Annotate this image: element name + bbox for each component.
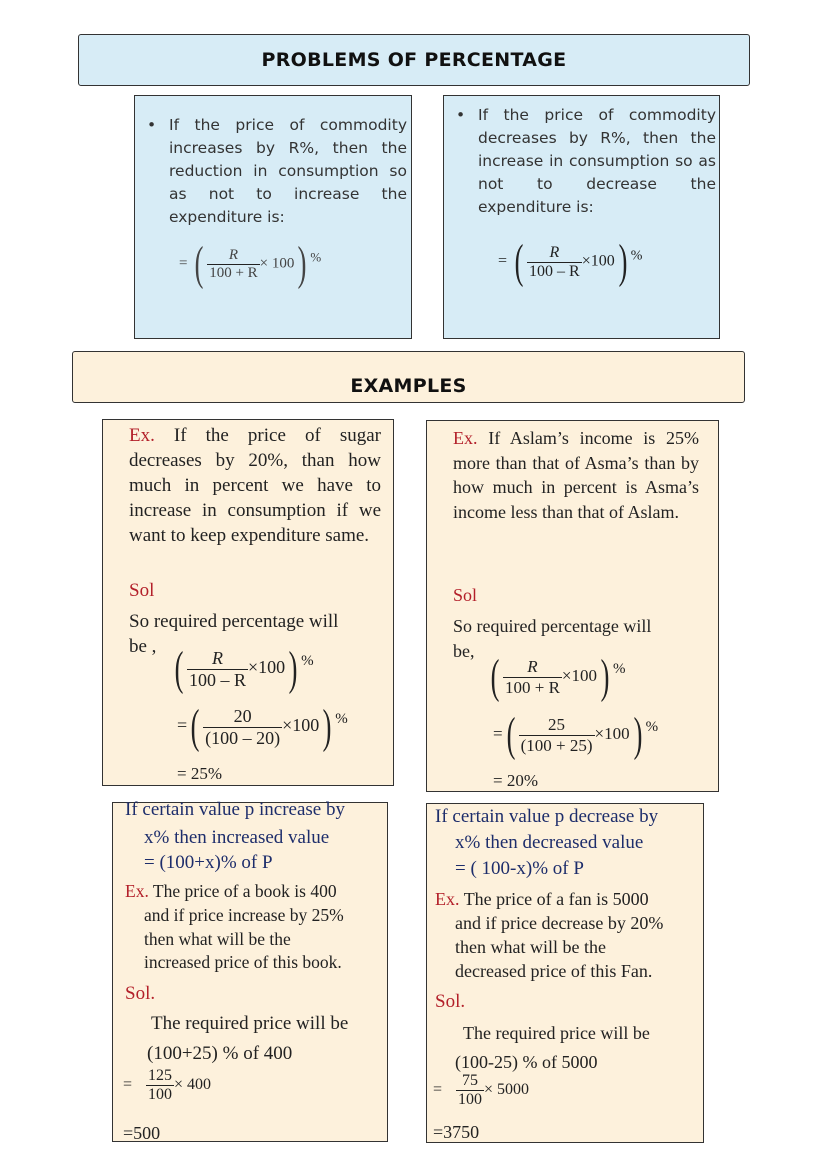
page-title: PROBLEMS OF PERCENTAGE (261, 49, 567, 71)
right-paren-icon: ) (600, 650, 610, 703)
left-paren-icon: ( (190, 700, 200, 753)
example-question-line-3: then what will be the (455, 937, 606, 957)
right-paren-icon: ) (288, 642, 298, 695)
sol-label: Sol. (125, 983, 156, 1004)
fraction (187, 648, 248, 691)
question-text: If the price of sugar decreases by 20%, than how much in percent we have to increase in consumption if we want to keep expenditure same. (129, 425, 381, 546)
fraction (203, 706, 282, 749)
percent-sign: % (613, 660, 626, 677)
example-question (129, 423, 381, 548)
equals-sign: = (123, 1076, 133, 1094)
example-question-line-4: increased price of this book. (144, 952, 342, 972)
fraction-numerator: R (527, 656, 538, 676)
equals-sign: = (179, 255, 188, 272)
answer: = 25% (177, 764, 222, 783)
times-100: ×100 (594, 723, 630, 743)
solution-line-1: The required price will be (463, 1023, 650, 1043)
times-400: × 400 (174, 1076, 212, 1094)
page-title-banner (78, 34, 750, 86)
fraction-denominator: 100 – R (188, 669, 246, 690)
fraction-denominator: 100 – R (529, 262, 580, 280)
rule-text-block (456, 104, 716, 219)
left-paren-icon: ( (506, 708, 515, 761)
right-paren-icon: ) (322, 700, 332, 753)
times-100: ×100 (248, 657, 286, 678)
rule-text-block (147, 114, 407, 229)
examples-title: EXAMPLES (350, 375, 467, 397)
example-question-line-2: and if price decrease by 20% (455, 913, 664, 933)
percent-sign: % (630, 248, 643, 264)
fraction (146, 1067, 174, 1104)
rule-card-decrease (443, 95, 720, 339)
sol-label: Sol. (435, 991, 466, 1012)
times-5000: × 5000 (484, 1081, 530, 1099)
fraction-numerator: R (228, 246, 239, 263)
rule-line-1: If certain value p decrease by (435, 806, 659, 827)
equals-sign: = (177, 715, 188, 736)
fraction (456, 1072, 484, 1109)
percent-sign: % (310, 249, 322, 265)
times-100: ×100 (561, 665, 598, 685)
example-question (453, 426, 699, 524)
right-paren-icon: ) (633, 708, 642, 761)
formula-general (171, 642, 314, 695)
formula-substituted (493, 708, 659, 761)
question-text: If Aslam’s income is 25% more than that of Asma’s than by how much in percent is Asma’s income less than that of Aslam. (453, 428, 699, 522)
formula (123, 1067, 211, 1104)
example-card-1 (102, 419, 394, 786)
times-100: × 100 (259, 255, 295, 272)
fraction-denominator: 100 (458, 1091, 483, 1108)
answer: =3750 (433, 1122, 480, 1142)
example-question-line-3: then what will be the (144, 929, 291, 949)
fraction-numerator: 25 (548, 714, 566, 734)
times-100: ×100 (282, 715, 320, 736)
answer: = 20% (493, 771, 538, 790)
rule-line-3: = (100+x)% of P (144, 852, 273, 873)
fraction-numerator: R (549, 243, 560, 261)
rule-line-3: = ( 100-x)% of P (455, 858, 584, 879)
bullet-icon: • (456, 106, 466, 124)
equals-sign: = (498, 252, 508, 270)
rule-line-1: If certain value p increase by (125, 799, 345, 820)
rule-formula (498, 235, 643, 288)
formula-general (487, 650, 626, 703)
sol-label: Sol (453, 585, 478, 605)
fraction (527, 244, 582, 281)
right-paren-icon: ) (297, 237, 307, 290)
solution-line-1: The required price will be (151, 1013, 349, 1034)
example-card-2 (426, 420, 719, 792)
answer: =500 (123, 1123, 161, 1143)
solution-line-2: be, (453, 641, 475, 661)
fraction-denominator: 100 + R (209, 264, 258, 281)
percent-sign: % (301, 653, 314, 670)
example-card-4 (426, 803, 704, 1143)
fraction-numerator: 20 (233, 705, 252, 726)
fraction-denominator: (100 + 25) (520, 735, 593, 755)
rule-text: If the price of commodity decreases by R%, then the increase in consumption so as not to decrease the expenditure is: (478, 106, 716, 216)
rule-line-2: x% then increased value (144, 827, 330, 848)
fraction-denominator: 100 + R (504, 677, 560, 697)
solution-line-1: So required percentage will (129, 611, 339, 632)
fraction (207, 247, 259, 282)
example-question-line-2: and if price increase by 25% (144, 905, 344, 925)
question-text: The price of a book is 400 (152, 881, 337, 901)
formula (433, 1072, 529, 1109)
right-paren-icon: ) (618, 235, 628, 288)
fraction-denominator: 100 (148, 1086, 173, 1103)
solution-line-2: (100-25) % of 5000 (455, 1052, 598, 1072)
percent-sign: % (335, 711, 348, 728)
ex-label: Ex. (125, 881, 149, 901)
equals-sign: = (493, 723, 503, 743)
fraction-numerator: R (211, 647, 223, 668)
left-paren-icon: ( (194, 237, 204, 290)
solution-line-2: (100+25) % of 400 (147, 1043, 293, 1064)
solution-line-2: be , (129, 636, 157, 657)
example-card-3 (112, 799, 388, 1143)
rule-line-2: x% then decreased value (455, 832, 644, 853)
formula-substituted (177, 700, 348, 753)
percent-sign: % (645, 718, 659, 735)
example-question-line-1 (435, 887, 649, 912)
rule-text: If the price of commodity increases by R%, then the reduction in consumption so as not to increase the expenditure is: (169, 116, 407, 226)
solution-line-1: So required percentage will (453, 616, 652, 636)
example-question-line-1 (125, 879, 337, 904)
rule-card-increase (134, 95, 412, 339)
left-paren-icon: ( (490, 650, 500, 703)
question-text: The price of a fan is 5000 (463, 889, 649, 909)
times-100: ×100 (581, 252, 615, 270)
fraction-numerator: 125 (148, 1067, 173, 1084)
ex-label: Ex. (435, 889, 460, 909)
bullet-icon: • (147, 116, 157, 134)
example-question-line-4: decreased price of this Fan. (455, 961, 653, 981)
ex-label: Ex. (129, 425, 155, 446)
rule-formula (179, 237, 322, 290)
fraction (503, 657, 562, 698)
left-paren-icon: ( (174, 642, 184, 695)
examples-banner (72, 351, 745, 403)
fraction (519, 715, 595, 756)
sol-label: Sol (129, 580, 155, 601)
ex-label: Ex. (453, 428, 478, 448)
left-paren-icon: ( (514, 235, 524, 288)
equals-sign: = (433, 1081, 443, 1099)
fraction-numerator: 75 (462, 1072, 479, 1089)
fraction-denominator: (100 – 20) (205, 727, 281, 748)
